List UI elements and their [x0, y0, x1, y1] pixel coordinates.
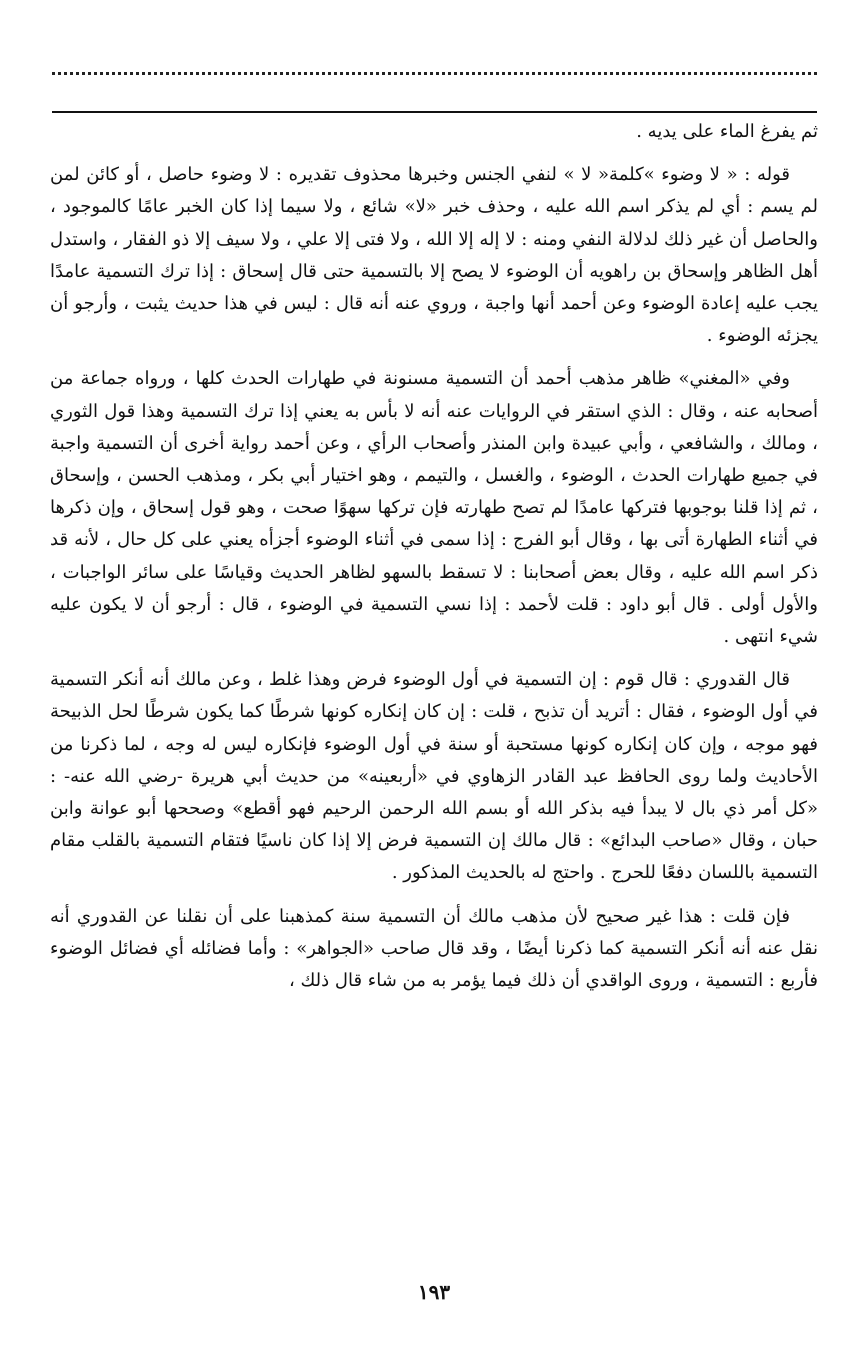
- paragraph-1: ثم يفرغ الماء على يديه .: [636, 121, 818, 142]
- body-text: [50, 116, 818, 997]
- header-dotted-line: [52, 58, 817, 75]
- header-rule: [52, 111, 817, 113]
- paragraph-2: قوله : « لا وضوء »كلمة« لا » لنفي الجنس وخبرها محذوف تقديره : لا وضوء حاصل ، أو كائن لمن لم يسم : أي لم يذكر اسم الله عليه ، وحذف خبر «لا» شائع ، ولا سيما إذا كان الخبر عامًا كالموجود ، والحاصل أن غير ذلك لدلالة النفي ومنه : لا إله إلا الله ، ولا فتى إلا علي ، ولا سيف إلا ذو الفقار ، واستدل أهل الظاهر وإسحاق بن راهويه أن الوضوء لا يصح إلا بالتسمية حتى قال إسحاق : إذا ترك التسمية عامدًا يجب عليه إعادة الوضوء وعن أحمد أنها واجبة ، وروي عنه أنه قال : ليس في هذا حديث يثبت ، وأرجو أن يجزئه الوضوء .: [50, 164, 818, 347]
- paragraph-4: قال القدوري : قال قوم : إن التسمية في أول الوضوء فرض وهذا غلط ، وعن مالك أنه أنكر التسمية في أول الوضوء ، فقال : أتريد أن تذبح ، قلت : إن كان إنكاره كونها شرطًا كما يكون شرطًا لحل الذبيحة فهو موجه ، وإن كان إنكاره كونها مستحبة أو سنة في أول الوضوء فإنكاره ليس له وجه ، لما ذكرنا من الأحاديث ولما روى الحافظ عبد القادر الزهاوي في «أربعينه» من حديث أبي هريرة -رضي الله عنه- : «كل أمر ذي بال لا يبدأ فيه بذكر الله أو بسم الله الرحمن الرحيم فهو أقطع» وصححها أبو عوانة وابن حبان ، وقال «صاحب البدائع» : قال مالك إن التسمية فرض إلا إذا كان ناسيًا فتقام التسمية بالقلب مقام التسمية باللسان دفعًا للحرج . واحتج له بالحديث المذكور .: [50, 669, 818, 884]
- paragraph-5: فإن قلت : هذا غير صحيح لأن مذهب مالك أن التسمية سنة كمذهبنا على أن نقلنا عن القدوري أنه نقل عنه أنه أنكر التسمية كما ذكرنا أيضًا ، وقد قال صاحب «الجواهر» : وأما فضائله أي فضائل الوضوء فأربع : التسمية ، وروى الواقدي أن ذلك فيما يؤمر به من شاء قال ذلك ،: [50, 905, 818, 992]
- paragraph-3: وفي «المغني» ظاهر مذهب أحمد أن التسمية مسنونة في طهارات الحدث كلها ، ورواه جماعة من أصحابه عنه ، وقال : الذي استقر في الروايات عنه أنه لا بأس به يعني إذا ترك التسمية وهذا قول الثوري ، ومالك ، والشافعي ، وأبي عبيدة وابن المنذر وأصحاب الرأي ، وعن أحمد رواية أخرى أن التسمية واجبة في جميع طهارات الحدث ، الوضوء ، والغسل ، والتيمم ، وهو اختيار أبي بكر ، ومذهب الحسن ، وإسحاق ، ثم إذا قلنا بوجوبها فتركها عامدًا لم تصح طهارته فإن تركها سهوًا صحت ، وهو قول إسحاق ، وإن ذكرها في أثناء الطهارة أتى بها ، وقال أبو الفرج : إذا سمى في أثناء الوضوء أجزأه يعني على كل حال ، لأنه قد ذكر اسم الله عليه ، وقال بعض أصحابنا : لا تسقط بالسهو لظاهر الحديث وقياسًا على سائر الواجبات ، والأول أولى . قال أبو داود : قلت لأحمد : إذا نسي التسمية في الوضوء ، قال : أرجو أن لا يكون عليه شيء انتهى .: [50, 368, 818, 648]
- page-number: ١٩٣: [417, 1280, 451, 1304]
